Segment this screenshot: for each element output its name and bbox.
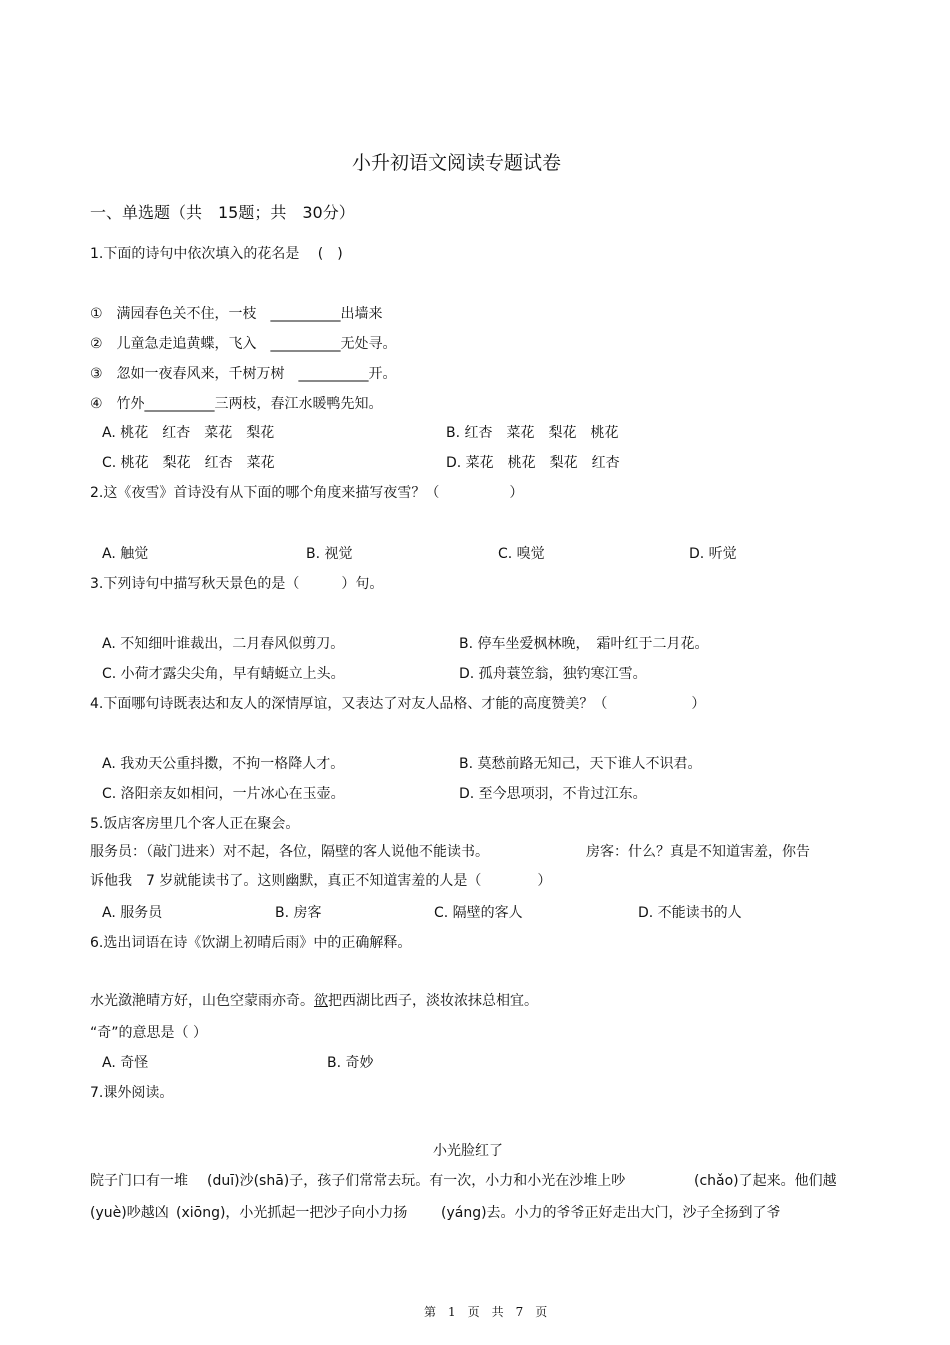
- question-7-stem: 7.课外阅读。: [90, 1085, 174, 1101]
- q5-option-c[interactable]: C. 隔壁的客人: [434, 905, 523, 921]
- q1-poem-line-1: ① 满园春色关不住，一枝 __________出墙来: [90, 306, 383, 322]
- q1-poem-line-3: ③ 忽如一夜春风来，千树万树 __________开。: [90, 366, 397, 382]
- q4-option-b[interactable]: B. 莫愁前路无知己，天下谁人不识君。: [459, 756, 702, 772]
- page-title: 小升初语文阅读专题试卷: [352, 152, 562, 174]
- q6-poem-part-1: 水光潋滟晴方好，山色空蒙雨亦奇。: [90, 993, 314, 1009]
- q6-prompt: “奇”的意思是（ ）: [90, 1025, 207, 1041]
- q5-option-d[interactable]: D. 不能读书的人: [638, 905, 742, 921]
- passage-line-2a: (yuè)吵越凶: [90, 1205, 169, 1221]
- question-1-stem: 1.下面的诗句中依次填入的花名是 ( ): [90, 246, 343, 262]
- q6-option-a[interactable]: A. 奇怪: [102, 1055, 149, 1071]
- passage-line-2c: (yáng)去。小力的爷爷正好走出大门，沙子全扬到了爷: [441, 1205, 781, 1221]
- q6-option-b[interactable]: B. 奇妙: [327, 1055, 374, 1071]
- q6-poem: [90, 992, 538, 1010]
- q1-poem-line-2: ② 儿童急走追黄蝶，飞入 __________无处寻。: [90, 336, 397, 352]
- q2-option-c[interactable]: C. 嗅觉: [498, 546, 545, 562]
- passage-title: 小光脸红了: [433, 1143, 503, 1159]
- passage-line-1c: (chǎo)了起来。他们越: [694, 1173, 837, 1189]
- q3-option-b[interactable]: B. 停车坐爱枫林晚， 霜叶红于二月花。: [459, 636, 709, 652]
- question-4-stem: 4.下面哪句诗既表达和友人的深情厚谊，又表达了对友人品格、才能的高度赞美？（ ）: [90, 696, 706, 712]
- q2-option-b[interactable]: B. 视觉: [306, 546, 353, 562]
- page-footer: 第 1 页 共 7 页: [424, 1305, 548, 1319]
- q5-dialogue-guest: 房客：什么？真是不知道害羞，你告: [586, 844, 810, 860]
- q1-option-a[interactable]: A. 桃花 红杏 菜花 梨花: [102, 425, 275, 441]
- q1-option-b[interactable]: B. 红杏 菜花 梨花 桃花: [446, 425, 619, 441]
- q5-dialogue-waiter: 服务员：（敲门进来）对不起，各位，隔壁的客人说他不能读书。: [90, 844, 489, 860]
- passage-line-2b: (xiōng)，小光抓起一把沙子向小力扬: [176, 1205, 408, 1221]
- q5-option-a[interactable]: A. 服务员: [102, 905, 163, 921]
- q2-option-d[interactable]: D. 听觉: [689, 546, 737, 562]
- q4-option-a[interactable]: A. 我劝天公重抖擞，不拘一格降人才。: [102, 756, 345, 772]
- q3-option-a[interactable]: A. 不知细叶谁裁出，二月春风似剪刀。: [102, 636, 345, 652]
- q4-option-c[interactable]: C. 洛阳亲友如相问，一片冰心在玉壶。: [102, 786, 345, 802]
- q3-option-d[interactable]: D. 孤舟蓑笠翁，独钓寒江雪。: [459, 666, 647, 682]
- question-3-stem: 3.下列诗句中描写秋天景色的是（ ）句。: [90, 576, 384, 592]
- question-2-stem: 2.这《夜雪》首诗没有从下面的哪个角度来描写夜雪？（ ）: [90, 485, 524, 501]
- passage-line-1b: (duī)沙(shā)子，孩子们常常去玩。有一次，小力和小光在沙堆上吵: [207, 1173, 626, 1189]
- q6-poem-underlined: 欲: [314, 993, 328, 1009]
- q6-poem-part-2: 把西湖比西子，淡妆浓抹总相宜。: [328, 993, 538, 1009]
- q5-option-b[interactable]: B. 房客: [275, 905, 322, 921]
- passage-line-1a: 院子门口有一堆: [90, 1173, 188, 1189]
- section-heading: 一、单选题（共 15题；共 30分）: [90, 203, 355, 222]
- q1-option-c[interactable]: C. 桃花 梨花 红杏 菜花: [102, 455, 275, 471]
- q4-option-d[interactable]: D. 至今思项羽，不肯过江东。: [459, 786, 647, 802]
- question-6-stem: 6.选出词语在诗《饮湖上初晴后雨》中的正确解释。: [90, 935, 412, 951]
- q3-option-c[interactable]: C. 小荷才露尖尖角，早有蜻蜓立上头。: [102, 666, 345, 682]
- q2-option-a[interactable]: A. 触觉: [102, 546, 149, 562]
- q1-poem-line-4: ④ 竹外__________三两枝，春江水暖鸭先知。: [90, 396, 383, 412]
- q5-dialogue-line-2: 诉他我 7 岁就能读书了。这则幽默，真正不知道害羞的人是（ ）: [90, 873, 552, 889]
- question-5-stem: 5.饭店客房里几个客人正在聚会。: [90, 816, 300, 832]
- q1-option-d[interactable]: D. 菜花 桃花 梨花 红杏: [446, 455, 620, 471]
